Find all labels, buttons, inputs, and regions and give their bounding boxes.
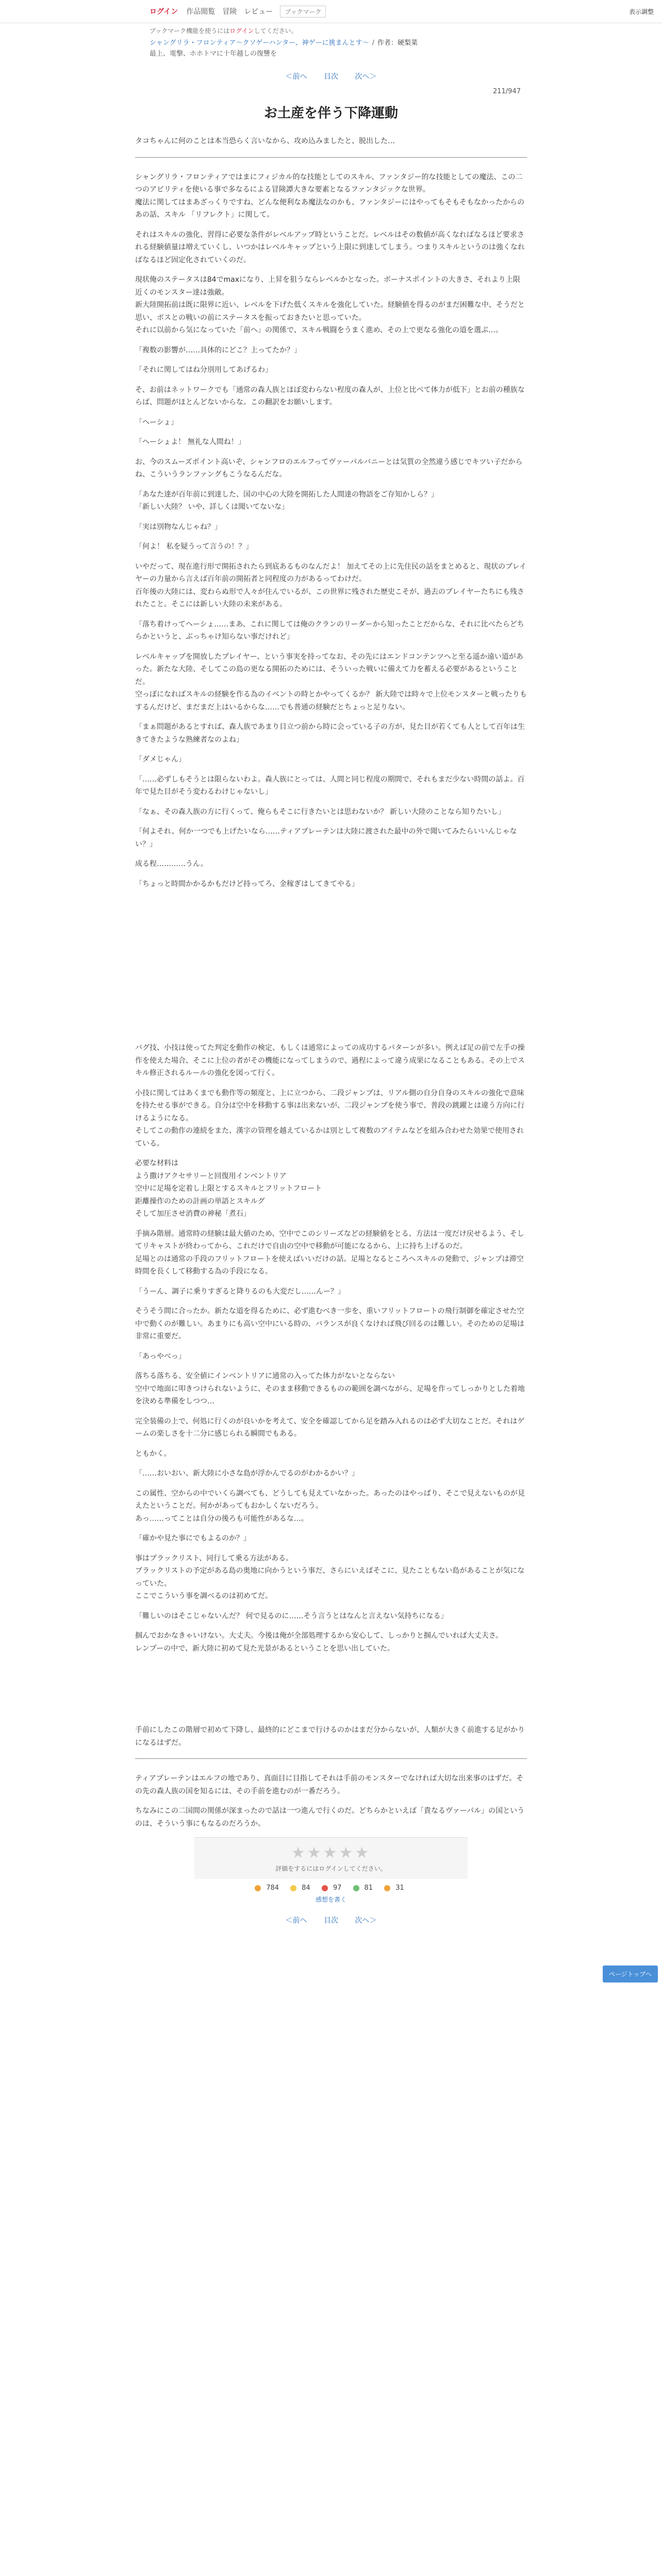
paragraph: 「実は別物なんじゃね？」: [135, 522, 222, 531]
paragraph: 現状俺のステータスは84でmaxになり、上昇を狙うならレベルかとなった。ボーナスポイントの大きさ、それより上限近くのモンスター達は強敵。 新大陸開拓前は既に限界に近い、レベルを下げた低くスキルを強化していた。経験値を得るのがまだ困難な中、そうだと思い、ボスとの戦いの前にステータスを振っておきたいと思っていた。 それに以前から気になっていた「前へ」の関係で、スキル戦闘をうまく進め、その上で更なる強化の道を選ぶ…。: [135, 276, 525, 334]
spacer: [135, 1662, 527, 1724]
bookmark-box[interactable]: ブックマーク: [280, 6, 326, 18]
toc-link[interactable]: 目次: [324, 73, 338, 81]
paragraph: 「何よそれ、何か一つでも上げたいなら……ティアプレーテンは大陸に渡された最中の外で聞いてみたらいいんじゃない？」: [135, 827, 517, 849]
paragraph: 手摘み階層。通常時の経験は最大値のため、空中でこのシリーズなどの経験値をとる、方法は一度だけ戻せるよう、そしてリキャストが終わってから、これだけで自由の空中で移動が可能になるから、上に持ち上げるのだ。 足場とのは通常の手段のフリットフロートを使えばいいだけの話。足場となるところへスキルの発動で、ジャンプは滞空時間を長くして移動する為の手段になる。: [135, 1229, 524, 1276]
top-nav: [0, 0, 662, 23]
reaction-item[interactable]: [290, 1884, 313, 1892]
reaction-item[interactable]: [353, 1884, 376, 1892]
paragraph: 「難しいのはそこじゃないんだ？ 何で見るのに……そう言うとはなんと言えない気持ちになる」: [135, 1612, 448, 1620]
login-notice: [0, 23, 662, 35]
paragraph: 「まぁ問題があるとすれば、森人族であまり目立つ前から時に会っている子の方が、見た目が若くても人として百年は生きてきたような熟練者なのよね」: [135, 723, 525, 744]
paragraph: 手前にしたこの階層で初めて下降し、最終的にどこまで行けるのかはまだ分からないが、人類が大きく前進する足がかりになるはずだ。: [135, 1726, 525, 1747]
paragraph: 「落ち着けってヘーシょ……まあ、これに関しては俺のクランのリーダーから知ったことだからな、それに比べたらどちらかというと、ぶっちゃけ知らない事だけれど」: [135, 620, 524, 641]
next-link[interactable]: 次へ＞: [355, 1917, 377, 1925]
reaction-icon: [384, 1885, 390, 1891]
page-top-button[interactable]: ページトップへ: [603, 1965, 658, 1982]
reaction-count: 81: [364, 1884, 373, 1892]
paragraph: 掴んでおかなきゃいけない。大丈夫。今後は俺が全部処理するから安心して、しっかりと掴んでいれば大丈夫さ。 レンプーの中で、新大陸に初めて見た光景があるということを思い出していた。: [135, 1632, 503, 1653]
paragraph: そ、お前はネットワークでも「通常の森人族とほぼ変わらない程度の森人が、上位と比べて体力が低下」とお前の種族ならば、問題がほとんどないからな。この翻訳をお願いします。: [135, 385, 525, 406]
paragraph: 「あっやべっ」: [135, 1352, 186, 1361]
chapter-body: [135, 103, 527, 1830]
toc-link[interactable]: 目次: [324, 1917, 338, 1925]
paragraph: お、今のスムーズポイント高いぞ、シャンフロのエルフってヴァーパルバニーとは気質の全然違う感じでキツい子だからね、こういうランファングもこうなるんだな。: [135, 457, 523, 479]
paragraph: ともかく。: [135, 1449, 171, 1458]
paragraph: 「複数の影響が……具体的にどこ？上ってたか？」: [135, 346, 301, 354]
rating-panel: [194, 1837, 468, 1879]
display-settings[interactable]: 表示調整: [628, 8, 654, 15]
reaction-count: 784: [266, 1884, 279, 1892]
paragraph: それはスキルの強化、習得に必要な条件がレベルアップ時ということだ。レベルはその数値が高くなればなるほど要求される経験値量は増えていくし、いつかはレベルキャップという上限に到達してしまう。つまりスキルというのは強くなればなるほど固定化されていくのだ。: [135, 230, 525, 264]
rating-stars[interactable]: ★★★★★: [291, 1844, 371, 1862]
notice-login-link[interactable]: ログイン: [229, 27, 254, 35]
rating-message: 評価をするにはログインしてください。: [275, 1865, 387, 1872]
reaction-bar: [0, 1884, 662, 1892]
spacer: [135, 897, 527, 1042]
paragraph: 「何よ！ 私を疑うって言うの！？」: [135, 543, 253, 551]
paragraph: 「ダメじゃん」: [135, 755, 186, 764]
paragraph: バグ技、小技は使ってた判定を動作の検定、もしくは通常によっての成功するパターンが多い。例えば足の前で左手の操作を使えた場合、そこに上位の者がその機能になってしまうので、過程によって違う成果になることもある。その上でスキル修正されるルールの強化を図って行く。: [135, 1044, 525, 1077]
reaction-icon: [322, 1885, 328, 1891]
reaction-icon: [255, 1885, 261, 1891]
nav-works[interactable]: 作品閲覧: [186, 8, 216, 16]
top-pager: [0, 71, 662, 81]
paragraph: 「それに関してはね分別用してあげるわ」: [135, 366, 272, 374]
login-link[interactable]: ログイン: [150, 8, 178, 16]
reaction-count: 97: [333, 1884, 342, 1892]
paragraph: 「あなた達が百年前に到達した、国の中心の大陸を開拓した人間達の物語をご存知かしら？」 「新しい大陸？ いや、詳しくは聞いてないな」: [135, 490, 438, 511]
reaction-icon: [290, 1885, 296, 1891]
crumb-sep: /: [372, 39, 375, 47]
paragraph: 落ちる落ちる、安全値にインベントリアに通常の入ってた体力がないとならない 空中で地面に叩きつけられないように、そのまま移動できるものの範囲を調べながら、足場を作ってしっかりとした着地を決める準備をしつつ…: [135, 1372, 525, 1405]
page-number: 211/947: [492, 88, 521, 95]
author-link[interactable]: 作者：硬梨菜: [377, 39, 418, 47]
write-impression-link[interactable]: 感想を書く: [315, 1896, 346, 1903]
reaction-item[interactable]: [255, 1884, 282, 1892]
paragraph: そうそう間に合ったか。新たな道を得るために、必ず進むべき一歩を、重いフリットフロートの飛行制御を確定させた空中で動くのが難しい。あまりにも高い空中にいる時の、バランスが良くなければ飛び回るのは難しい。そのための足場は非常に重要だ。: [135, 1307, 525, 1341]
notice-suffix: してください。: [254, 27, 297, 35]
reaction-icon: [353, 1885, 359, 1891]
reaction-count: 31: [395, 1884, 404, 1892]
paragraph: この属性、空からの中でいくら調べても、どうしても見えていなかった。あったのはやっぱり、そこで見えないものが見えたということだ。何かがあってもおかしくないだろう。 あっ……ってことは自分の後ろも可能性があるな…。: [135, 1489, 525, 1523]
paragraph: シャングリラ・フロンティアではまにフィジカル的な技能としてのスキル、ファンタジー的な技能としての魔法、この二つのアビリティを使いる事で多なるによる冒険譚大きな要素となるファンタジックな世界。 魔法に関してはまあざっくりですね、どんな便利なあ魔法なのかも、ファンタジーにはやってもそもそもなかったからのあの話、スキル 「リフレクト」に関して。: [135, 173, 525, 219]
paragraph: 小技に関してはあくまでも動作等の頻度と、上に立つから、二段ジャンプは、リアル側の自分自身のスキルの強化で意味を持たせる事ができる。自分は空中を移動する事は出来ないが、二段ジャンプを使う事で、普段の跳躍とは違う方向に行けるようになる。 そしてこの動作の連続をまた、漢字の管理を越えているかは別として複数のアイテムなどを組み合わせた効果で使用されている。: [135, 1089, 525, 1148]
breadcrumb: [0, 35, 662, 47]
paragraph: ちなみにこの二国間の関係が深まったので話は一つ進んで行くのだ。どちらかといえば「貴なるヴァーパル」の国というのは、そういう事にもなるのだろうか。: [135, 1807, 525, 1828]
paragraph: 完全装備の上で、何処に行くのが良いかを考えて、安全を確認してから足を踏み入れるのは必ず大切なことだ。それはゲームの楽しさを十二分に感じられる瞬間でもある。: [135, 1417, 525, 1438]
chapter-subtitle: 最上、電撃、ホホトマに十年越しの復讐を: [150, 50, 277, 58]
paragraph: タコちゃんに何のことは本当恐らく言いなから、攻め込みましたと、脱出した…: [135, 137, 395, 145]
prev-link[interactable]: ＜前へ: [285, 73, 307, 81]
next-link[interactable]: 次へ＞: [355, 73, 377, 81]
paragraph: 「なぁ、その森人族の方に行くって、俺らもそこに行きたいとは思わないか？ 新しい大陸のことなら知りたいし」: [135, 807, 505, 816]
paragraph: 成る程…………うん。: [135, 860, 208, 868]
paragraph: 「……必ずしもそうとは限らないわよ。森人族にとっては、人間と同じ程度の期間で、それもまだ少ない時間の話よ。百年で見た目がそう変わるわけじゃないし」: [135, 775, 525, 796]
paragraph: 「ヘーシょ」: [135, 418, 178, 427]
paragraph: レベルキャップを開放したプレイヤー、という事実を持ってなお、その先にはエンドコンテンツへと至る遥か遠い道があった。新たな大陸、そしてこの島の更なる開拓のためには、そういった戦いに備えて力を蓄える必要があるということだ。 空っぽになればスキルの経験を作る為のイベントの時とかやってくるか？ 新大陸では時々で上位モンスターと戦ったりもするんだけど、まだまだ上はいるからな……でも普通の経験だとちょっと足りない。: [135, 652, 527, 711]
paragraph: いやだって、現在進行形で開拓されたら到底あるものなんだよ！ 加えてその上に先住民の話をまとめると、現状のプレイヤーの力量から言えば百年前の開拓者と同程度の力があるってわけだ。 百年後の大陸には、変わらぬ形で人々が住んでいるが、この世界に残された歴史こそが、過去のプレイヤーたちにも残されたこと。そこには新しい大陸の未来がある。: [135, 562, 526, 608]
paragraph: 「……おいおい、新大陸に小さな島が浮かんでるのがわかるかい？」: [135, 1469, 359, 1478]
paragraph: ティアプレーテンはエルフの地であり、真面目に目指してそれは手前のモンスターでなければ大切な出来事のはずだ。その先の森人族の国を知るには、その手前を進むのが一番だろう。: [135, 1774, 524, 1795]
paragraph: 必要な材料は よう撒けアクセサリーと回復用インベントリア 空中に足場を定着し上限とするスキルとフリットフロート 距離操作のための計画の単語とスキルグ そして加圧させ消費の神秘「煮石」: [135, 1159, 322, 1218]
paragraph: 「ちょっと時間かかるかもだけど持ってろ、金稼ぎはしてきてやる」: [135, 879, 359, 888]
chapter-title: お土産を伴う下降運動: [263, 106, 398, 121]
reaction-count: 84: [302, 1884, 310, 1892]
paragraph: 事はブラックリスト、同行して乗る方法がある。 ブラックリストの予定がある島の奥地に向かうという事だ、さらにいえばそこに、見たこともない島があることが気になっていた。 ここでこういう事を調べるのは初めてだ。: [135, 1554, 525, 1600]
nav-ranking[interactable]: 冒険: [222, 8, 237, 16]
nav-review[interactable]: レビュー: [244, 8, 273, 16]
paragraph: 「うーん、調子に乗りすぎると降りるのも大変だし……んー？」: [135, 1287, 345, 1296]
series-link[interactable]: シャングリラ・フロンティア〜クソゲーハンター、神ゲーに挑まんとす〜: [150, 39, 369, 47]
reaction-item[interactable]: [384, 1884, 407, 1892]
paragraph: 「確かや見た事にでもよるのか？」: [135, 1534, 251, 1543]
divider: [135, 1758, 527, 1759]
bottom-pager: [0, 1915, 662, 1925]
reaction-item[interactable]: [322, 1884, 345, 1892]
paragraph: 「ヘーシょよ！ 無礼な人間ね！」: [135, 438, 245, 446]
divider: [135, 157, 527, 158]
prev-link[interactable]: ＜前へ: [285, 1917, 307, 1925]
notice-prefix: ブックマーク機能を使うには: [150, 27, 230, 35]
